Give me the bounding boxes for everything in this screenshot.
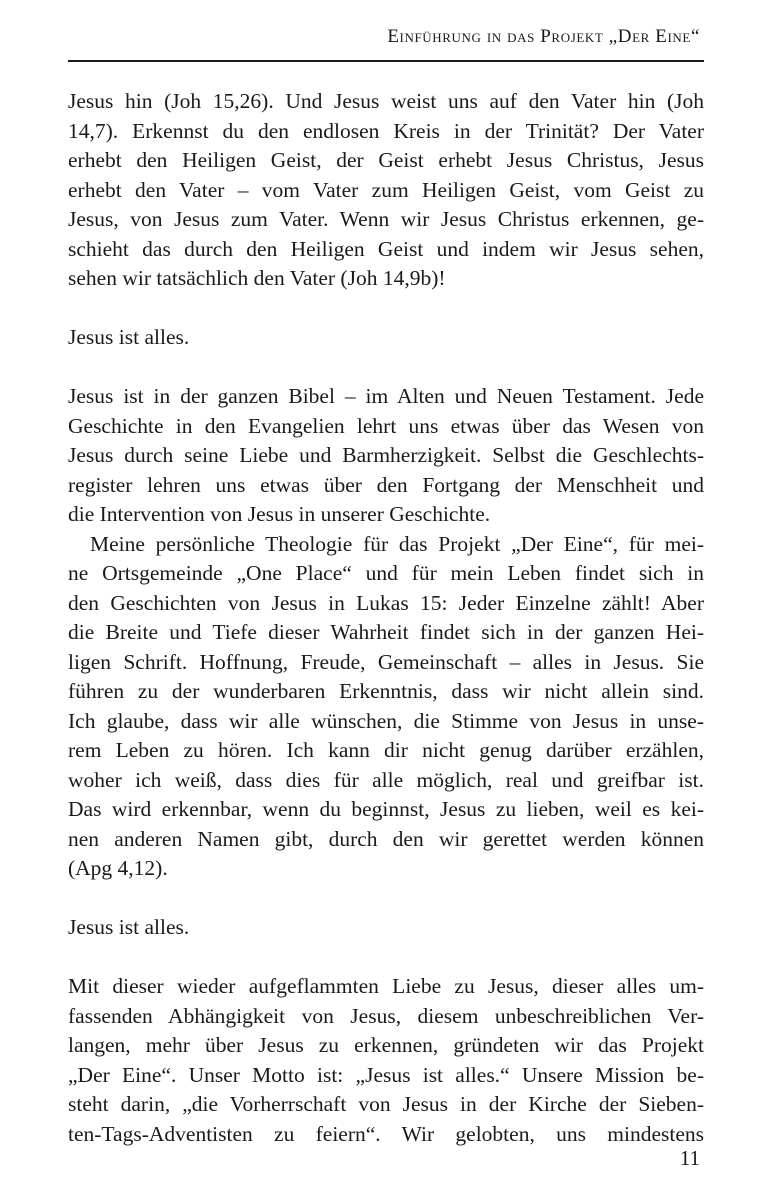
text-line: den Geschichten von Jesus in Lukas 15: Jeder Einzelne zählt! Aber <box>68 590 704 615</box>
text-line: nen anderen Namen gibt, durch den wir gerettet werden können <box>68 826 704 851</box>
text-line: Jesus ist alles. <box>68 915 190 939</box>
paragraph-refrain <box>68 913 704 943</box>
paragraph <box>68 87 704 294</box>
text-line: Ich glaube, dass wir alle wünschen, die Stimme von Jesus in unse- <box>68 708 704 733</box>
text-line: schieht das durch den Heiligen Geist und indem wir Jesus sehen, <box>68 236 704 261</box>
text-line: register lehren uns etwas über den Fortgang der Menschheit und <box>68 472 704 497</box>
text-line: Jesus, von Jesus zum Vater. Wenn wir Jesus Christus erkennen, ge- <box>68 207 704 231</box>
text-line: die Breite und Tiefe dieser Wahrheit findet sich in der ganzen Hei- <box>68 620 704 644</box>
text-line: ne Ortsgemeinde „One Place“ und für mein Leben findet sich in <box>68 561 704 585</box>
paragraph-refrain <box>68 323 704 353</box>
text-line: Jesus hin (Joh 15,26). Und Jesus weist uns auf den Vater hin (Joh <box>68 89 704 113</box>
text-line: Jesus durch seine Liebe und Barmherzigkeit. Selbst die Geschlechts- <box>68 443 704 467</box>
text-line: Das wird erkennbar, wenn du beginnst, Jesus zu lieben, weil es kei- <box>68 797 704 821</box>
text-line: 14,7). Erkennst du den endlosen Kreis in der Trinität? Der Vater <box>68 118 704 143</box>
text-line: Mit dieser wieder aufgeflammten Liebe zu Jesus, dieser alles um- <box>68 974 704 998</box>
text-line: Jesus ist alles. <box>68 325 190 349</box>
text-line: Jesus ist in der ganzen Bibel – im Alten und Neuen Testament. Jede <box>68 384 704 408</box>
text-line: erhebt den Heiligen Geist, der Geist erhebt Jesus Christus, Jesus <box>68 148 704 172</box>
text-line: woher ich weiß, dass dies für alle möglich, real und greifbar ist. <box>68 767 704 792</box>
page-number: 11 <box>679 1146 700 1170</box>
text-line: fassenden Abhängigkeit von Jesus, diesem unbeschreiblichen Ver- <box>68 1003 704 1028</box>
text-line: Geschichte in den Evangelien lehrt uns etwas über das Wesen von <box>68 413 704 438</box>
paragraph <box>68 972 704 1149</box>
text-line: sehen wir tatsächlich den Vater (Joh 14,9b)! <box>68 266 446 290</box>
text-line: die Intervention von Jesus in unserer Geschichte. <box>68 502 491 526</box>
text-line: ten-Tags-Adventisten zu feiern“. Wir gelobten, uns mindestens <box>68 1121 704 1146</box>
text-line: rem Leben zu hören. Ich kann dir nicht genug darüber erzählen, <box>68 738 704 762</box>
text-line: führen zu der wunderbaren Erkenntnis, dass wir nicht allein sind. <box>68 679 704 703</box>
text-line: „Der Eine“. Unser Motto ist: „Jesus ist alles.“ Unsere Mission be- <box>68 1062 704 1087</box>
body-text <box>68 87 704 1149</box>
paragraph <box>68 382 704 530</box>
paragraph <box>68 530 704 884</box>
running-head: Einführung in das Projekt „Der Eine“ <box>387 26 700 47</box>
text-line: erhebt den Vater – vom Vater zum Heiligen Geist, vom Geist zu <box>68 177 704 202</box>
text-line: steht darin, „die Vorherrschaft von Jesus in der Kirche der Sieben- <box>68 1092 704 1116</box>
header-rule <box>68 60 704 62</box>
text-line: langen, mehr über Jesus zu erkennen, gründeten wir das Projekt <box>68 1033 704 1057</box>
text-line: (Apg 4,12). <box>68 856 168 880</box>
text-line: Meine persönliche Theologie für das Projekt „Der Eine“, für mei- <box>90 531 704 556</box>
text-line: ligen Schrift. Hoffnung, Freude, Gemeinschaft – alles in Jesus. Sie <box>68 649 704 674</box>
